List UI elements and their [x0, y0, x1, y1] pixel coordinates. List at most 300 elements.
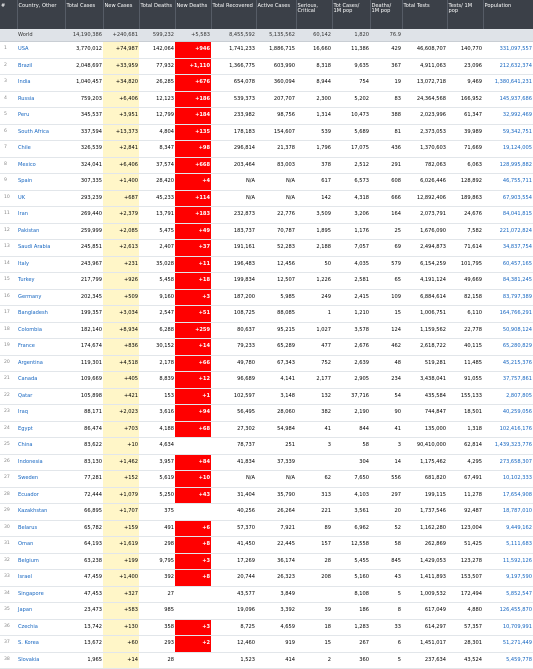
cell-new-deaths: +186 [175, 91, 211, 108]
cell-serious-critical: 2 [296, 652, 332, 669]
cell-tests-per-million: 62,814 [447, 438, 483, 455]
cell-tests-per-million: 67,491 [447, 471, 483, 488]
cell-total-cases: 202,345 [65, 289, 103, 306]
cell-total-deaths: 392 [139, 570, 175, 587]
cell-index: 3 [0, 75, 17, 92]
cell-total-cases: 199,357 [65, 306, 103, 323]
header-serious-critical[interactable]: Serious, Critical [296, 0, 332, 30]
cell-population: 331,097,557 [483, 42, 533, 59]
cell-total-cases: 1,040,457 [65, 75, 103, 92]
cell-total-tests: 2,373,053 [402, 124, 447, 141]
cell-population: 145,937,686 [483, 91, 533, 108]
cell-serious-critical: 208 [296, 570, 332, 587]
cell-active-cases: 154,607 [256, 124, 296, 141]
cell-population: 50,908,124 [483, 322, 533, 339]
cell-serious-critical: 50 [296, 256, 332, 273]
cell-cases-per-million: 1,820 [332, 30, 370, 42]
cell-deaths-per-million: 3 [370, 438, 402, 455]
cell-total-cases: 109,669 [65, 372, 103, 389]
cell-population: 10,709,991 [483, 619, 533, 636]
cell-country[interactable]: Mexico [17, 157, 65, 174]
cell-new-deaths: +2 [175, 636, 211, 653]
table-row [0, 421, 533, 438]
cell-total-cases: 13,672 [65, 636, 103, 653]
cell-country[interactable]: Brazil [17, 58, 65, 75]
cell-new-deaths: +946 [175, 42, 211, 59]
cell-total-tests: 519,281 [402, 355, 447, 372]
cell-active-cases: 83,003 [256, 157, 296, 174]
cell-serious-critical: 60,142 [296, 30, 332, 42]
cell-tests-per-million: 140,770 [447, 42, 483, 59]
cell-total-cases: 83,622 [65, 438, 103, 455]
cell-country[interactable]: Italy [17, 256, 65, 273]
cell-cases-per-million: 5,202 [332, 91, 370, 108]
cell-new-cases: +1,462 [103, 454, 139, 471]
cell-new-deaths: +10 [175, 471, 211, 488]
cell-active-cases: 414 [256, 652, 296, 669]
cell-cases-per-million: 267 [332, 636, 370, 653]
cell-active-cases: 28,060 [256, 405, 296, 422]
cell-country[interactable]: USA [17, 42, 65, 59]
cell-country[interactable]: Turkey [17, 273, 65, 290]
table-row [0, 487, 533, 504]
table-row [0, 355, 533, 372]
cell-cases-per-million: 5,689 [332, 124, 370, 141]
cell-deaths-per-million: 367 [370, 58, 402, 75]
cell-new-cases: +583 [103, 603, 139, 620]
cell-country[interactable]: Argentina [17, 355, 65, 372]
cell-new-deaths [175, 438, 211, 455]
cell-serious-critical: 1 [296, 306, 332, 323]
cell-total-recovered: 539,373 [211, 91, 256, 108]
cell-population: 1,380,641,231 [483, 75, 533, 92]
cell-new-deaths: +1,110 [175, 58, 211, 75]
cell-total-recovered: 102,597 [211, 388, 256, 405]
cell-new-deaths: +4 [175, 174, 211, 191]
cell-total-tests: 237,634 [402, 652, 447, 669]
cell-new-cases: +3,034 [103, 306, 139, 323]
cell-index: 6 [0, 124, 17, 141]
cell-country[interactable]: Oman [17, 537, 65, 554]
cell-serious-critical: 1,226 [296, 273, 332, 290]
cell-population: 32,992,469 [483, 108, 533, 125]
cell-new-deaths [175, 603, 211, 620]
cell-country[interactable]: Ecuador [17, 487, 65, 504]
cell-total-cases: 105,898 [65, 388, 103, 405]
cell-total-recovered: 31,404 [211, 487, 256, 504]
cell-active-cases: 5,135,562 [256, 30, 296, 42]
cell-total-recovered: 20,744 [211, 570, 256, 587]
table-row [0, 42, 533, 59]
cell-total-recovered: 78,737 [211, 438, 256, 455]
cell-population: 11,592,126 [483, 553, 533, 570]
table-row [0, 256, 533, 273]
cell-population: 59,342,751 [483, 124, 533, 141]
header-country[interactable]: Country, Other [17, 0, 65, 30]
cell-total-tests: 1,737,546 [402, 504, 447, 521]
cell-deaths-per-million: 19 [370, 75, 402, 92]
cell-index: 12 [0, 223, 17, 240]
cell-deaths-per-million: 48 [370, 355, 402, 372]
cell-serious-critical: 1,314 [296, 108, 332, 125]
cell-cases-per-million: 4,035 [332, 256, 370, 273]
cell-tests-per-million: 6,110 [447, 306, 483, 323]
cell-country[interactable]: Sweden [17, 471, 65, 488]
cell-population: 273,658,307 [483, 454, 533, 471]
cell-tests-per-million: 82,158 [447, 289, 483, 306]
cell-country[interactable]: Germany [17, 289, 65, 306]
cell-new-deaths: +3 [175, 553, 211, 570]
cell-total-deaths: 45,233 [139, 190, 175, 207]
cell-serious-critical: 2,300 [296, 91, 332, 108]
cell-total-tests: 435,584 [402, 388, 447, 405]
cell-deaths-per-million: 6 [370, 636, 402, 653]
cell-cases-per-million: 37,716 [332, 388, 370, 405]
cell-total-cases: 307,335 [65, 174, 103, 191]
cell-total-recovered: 56,495 [211, 405, 256, 422]
cell-new-cases: +13,373 [103, 124, 139, 141]
cell-new-deaths: +8 [175, 570, 211, 587]
cell-deaths-per-million: 14 [370, 454, 402, 471]
cell-population: 65,280,829 [483, 339, 533, 356]
cell-total-deaths: 28,420 [139, 174, 175, 191]
cell-new-cases: +509 [103, 289, 139, 306]
cell-serious-critical: 477 [296, 339, 332, 356]
cell-deaths-per-million: 69 [370, 240, 402, 257]
cell-population: 60,457,165 [483, 256, 533, 273]
cell-total-deaths: 375 [139, 504, 175, 521]
cell-tests-per-million: 40,115 [447, 339, 483, 356]
cell-index: 18 [0, 322, 17, 339]
table-row [0, 174, 533, 191]
cell-country[interactable]: France [17, 339, 65, 356]
cell-index: 23 [0, 405, 17, 422]
cell-total-tests: 3,438,041 [402, 372, 447, 389]
cell-country[interactable]: Qatar [17, 388, 65, 405]
cell-total-recovered: 49,780 [211, 355, 256, 372]
cell-total-deaths: 6,288 [139, 322, 175, 339]
cell-country[interactable]: Israel [17, 570, 65, 587]
cell-index: 20 [0, 355, 17, 372]
cell-total-tests: 614,297 [402, 619, 447, 636]
cell-total-recovered: 654,078 [211, 75, 256, 92]
cell-new-cases: +327 [103, 586, 139, 603]
table-row [0, 91, 533, 108]
cell-total-cases: 182,140 [65, 322, 103, 339]
cell-country[interactable]: Saudi Arabia [17, 240, 65, 257]
cell-serious-critical: 539 [296, 124, 332, 141]
cell-index: 21 [0, 372, 17, 389]
cell-total-recovered: 80,637 [211, 322, 256, 339]
cell-new-deaths [175, 586, 211, 603]
cell-population: 5,852,547 [483, 586, 533, 603]
cell-new-cases: +703 [103, 421, 139, 438]
cell-index: 1 [0, 42, 17, 59]
cell-total-cases: 2,048,697 [65, 58, 103, 75]
cell-cases-per-million: 844 [332, 421, 370, 438]
cell-total-recovered: N/A [211, 471, 256, 488]
cell-new-deaths: +5,583 [175, 30, 211, 42]
cell-index: 27 [0, 471, 17, 488]
cell-country[interactable]: Singapore [17, 586, 65, 603]
cell-index: 22 [0, 388, 17, 405]
cell-country[interactable]: Egypt [17, 421, 65, 438]
cell-total-tests: 1,451,017 [402, 636, 447, 653]
cell-population: 9,197,590 [483, 570, 533, 587]
cell-population: 2,807,805 [483, 388, 533, 405]
cell-cases-per-million: 7,650 [332, 471, 370, 488]
cell-cases-per-million: 360 [332, 652, 370, 669]
cell-country[interactable]: Spain [17, 174, 65, 191]
cell-total-cases: 13,742 [65, 619, 103, 636]
cell-country[interactable]: China [17, 438, 65, 455]
header-total-recovered[interactable]: Total Recovered [211, 0, 256, 30]
header-cases-per-million[interactable]: Tot Cases/ 1M pop [332, 0, 370, 30]
cell-deaths-per-million: 297 [370, 487, 402, 504]
cell-serious-critical [296, 454, 332, 471]
cell-total-tests: 1,411,893 [402, 570, 447, 587]
cell-tests-per-million: 11,485 [447, 355, 483, 372]
cell-serious-critical: 378 [296, 157, 332, 174]
cell-total-cases: 23,473 [65, 603, 103, 620]
cell-cases-per-million: 6,573 [332, 174, 370, 191]
cell-new-deaths: +183 [175, 207, 211, 224]
table-row [0, 207, 533, 224]
header-deaths-per-million[interactable]: Deaths/ 1M pop [370, 0, 402, 30]
cell-tests-per-million: 128,892 [447, 174, 483, 191]
cell-country[interactable]: Iraq [17, 405, 65, 422]
cell-population: 5,459,778 [483, 652, 533, 669]
cell-population: 9,449,162 [483, 520, 533, 537]
cell-total-tests: 4,911,063 [402, 58, 447, 75]
cell-index: 15 [0, 273, 17, 290]
cell-population [483, 30, 533, 42]
cell-active-cases: 3,148 [256, 388, 296, 405]
cell-active-cases: 98,756 [256, 108, 296, 125]
cell-active-cases: 36,174 [256, 553, 296, 570]
table-row [0, 322, 533, 339]
cell-new-cases: +1,400 [103, 174, 139, 191]
cell-tests-per-million: 18,501 [447, 405, 483, 422]
table-row [0, 636, 533, 653]
cell-deaths-per-million: 20 [370, 504, 402, 521]
cell-new-cases: +199 [103, 553, 139, 570]
cell-new-deaths: +135 [175, 124, 211, 141]
cell-country[interactable]: Chile [17, 141, 65, 158]
cell-serious-critical: 382 [296, 405, 332, 422]
cell-country[interactable]: Peru [17, 108, 65, 125]
cell-total-recovered: 232,873 [211, 207, 256, 224]
cell-country[interactable]: Pakistan [17, 223, 65, 240]
cell-total-tests: 1,009,532 [402, 586, 447, 603]
cell-new-deaths: +51 [175, 306, 211, 323]
cell-new-cases: +1,619 [103, 537, 139, 554]
cell-new-deaths: +3 [175, 619, 211, 636]
table-header [0, 0, 533, 30]
cell-new-cases: +34,820 [103, 75, 139, 92]
cell-total-recovered: 8,455,592 [211, 30, 256, 42]
header-row [0, 0, 533, 30]
cell-total-cases: 259,999 [65, 223, 103, 240]
table-row [0, 553, 533, 570]
cell-total-recovered: 1,741,233 [211, 42, 256, 59]
cell-total-cases: 47,459 [65, 570, 103, 587]
cell-tests-per-million: 23,096 [447, 58, 483, 75]
cell-serious-critical: 221 [296, 504, 332, 521]
cell-country[interactable]: Bangladesh [17, 306, 65, 323]
cell-total-recovered: N/A [211, 174, 256, 191]
cell-country[interactable]: Czechia [17, 619, 65, 636]
cell-serious-critical: 15 [296, 636, 332, 653]
cell-total-deaths: 142,064 [139, 42, 175, 59]
cell-new-cases: +421 [103, 388, 139, 405]
cell-new-cases: +8,934 [103, 322, 139, 339]
cell-total-cases: 269,440 [65, 207, 103, 224]
cell-tests-per-million: 6,063 [447, 157, 483, 174]
table-row [0, 157, 533, 174]
cell-new-deaths: +68 [175, 421, 211, 438]
cell-total-deaths: 4,804 [139, 124, 175, 141]
cell-index: 10 [0, 190, 17, 207]
cell-cases-per-million: 3,578 [332, 322, 370, 339]
cell-serious-critical: 3 [296, 438, 332, 455]
header-index[interactable]: # [0, 0, 17, 30]
cell-active-cases: 207,707 [256, 91, 296, 108]
header-population[interactable]: Population [483, 0, 533, 30]
cell-serious-critical: 2,177 [296, 372, 332, 389]
cell-deaths-per-million: 579 [370, 256, 402, 273]
cell-country[interactable]: India [17, 75, 65, 92]
cell-population: 34,837,754 [483, 240, 533, 257]
cell-total-tests: 2,023,996 [402, 108, 447, 125]
cell-cases-per-million: 754 [332, 75, 370, 92]
cell-country[interactable]: Slovakia [17, 652, 65, 669]
cell-population: 126,455,870 [483, 603, 533, 620]
cell-country[interactable]: Belgium [17, 553, 65, 570]
header-tests-per-million[interactable]: Tests/ 1M pop [447, 0, 483, 30]
cell-index: 33 [0, 570, 17, 587]
cell-total-recovered: 41,834 [211, 454, 256, 471]
cell-total-cases: 47,453 [65, 586, 103, 603]
cell-cases-per-million: 304 [332, 454, 370, 471]
cell-cases-per-million: 5,160 [332, 570, 370, 587]
cell-index: 32 [0, 553, 17, 570]
cell-cases-per-million: 1,283 [332, 619, 370, 636]
cell-country[interactable]: Canada [17, 372, 65, 389]
cell-total-recovered: 178,183 [211, 124, 256, 141]
cell-new-deaths: +14 [175, 339, 211, 356]
cell-new-deaths: +98 [175, 141, 211, 158]
cell-country: World [17, 30, 65, 42]
cell-new-cases: +1,079 [103, 487, 139, 504]
cell-total-recovered: 203,464 [211, 157, 256, 174]
cell-index: 8 [0, 157, 17, 174]
cell-country[interactable]: Russia [17, 91, 65, 108]
cell-population: 102,416,176 [483, 421, 533, 438]
cell-country[interactable]: Japan [17, 603, 65, 620]
cell-index [0, 30, 17, 42]
cell-total-recovered: 96,689 [211, 372, 256, 389]
cell-total-deaths: 8,347 [139, 141, 175, 158]
cell-country[interactable]: Belarus [17, 520, 65, 537]
cell-total-deaths: 12,799 [139, 108, 175, 125]
cell-new-cases: +33,959 [103, 58, 139, 75]
cell-index: 34 [0, 586, 17, 603]
cell-total-tests: 1,162,280 [402, 520, 447, 537]
header-new-deaths[interactable]: New Deaths [175, 0, 211, 30]
table-row [0, 289, 533, 306]
cell-new-deaths: +184 [175, 108, 211, 125]
cell-cases-per-million: 12,558 [332, 537, 370, 554]
cell-new-cases: +2,023 [103, 405, 139, 422]
cell-total-cases: 72,444 [65, 487, 103, 504]
cell-total-tests: 6,026,446 [402, 174, 447, 191]
cell-total-deaths: 27 [139, 586, 175, 603]
cell-total-deaths: 2,547 [139, 306, 175, 323]
cell-active-cases: 65,289 [256, 339, 296, 356]
header-total-cases[interactable]: Total Cases [65, 0, 103, 30]
cell-total-recovered: 191,161 [211, 240, 256, 257]
cell-new-deaths: +84 [175, 454, 211, 471]
cell-country[interactable]: Indonesia [17, 454, 65, 471]
cell-new-cases: +2,379 [103, 207, 139, 224]
cell-population: 164,766,291 [483, 306, 533, 323]
cell-deaths-per-million: 5 [370, 586, 402, 603]
table-row [0, 504, 533, 521]
cell-active-cases: 22,776 [256, 207, 296, 224]
header-total-deaths[interactable]: Total Deaths [139, 0, 175, 30]
cell-new-deaths: +49 [175, 223, 211, 240]
cell-total-recovered: 19,096 [211, 603, 256, 620]
cell-population: 221,072,824 [483, 223, 533, 240]
cell-country[interactable]: Iran [17, 207, 65, 224]
cell-index: 28 [0, 487, 17, 504]
cell-country[interactable]: UK [17, 190, 65, 207]
cell-active-cases: 3,392 [256, 603, 296, 620]
cell-index: 26 [0, 454, 17, 471]
cell-country[interactable]: S. Korea [17, 636, 65, 653]
cell-new-cases: +2,613 [103, 240, 139, 257]
cell-total-deaths: 5,250 [139, 487, 175, 504]
cell-cases-per-million: 2,905 [332, 372, 370, 389]
cell-new-deaths: +43 [175, 487, 211, 504]
cell-new-cases: +4,518 [103, 355, 139, 372]
header-active-cases[interactable]: Active Cases [256, 0, 296, 30]
cell-country[interactable]: Kazakhstan [17, 504, 65, 521]
cell-total-recovered: 40,256 [211, 504, 256, 521]
cell-active-cases: 360,094 [256, 75, 296, 92]
cell-new-deaths: +66 [175, 355, 211, 372]
cell-total-recovered: 12,460 [211, 636, 256, 653]
cell-serious-critical: 8,318 [296, 58, 332, 75]
cell-cases-per-million: 1,176 [332, 223, 370, 240]
cell-new-deaths [175, 652, 211, 669]
cell-total-tests: 13,072,718 [402, 75, 447, 92]
cell-country[interactable]: South Africa [17, 124, 65, 141]
cell-total-cases: 293,239 [65, 190, 103, 207]
cell-total-cases: 119,301 [65, 355, 103, 372]
cell-tests-per-million: 43,524 [447, 652, 483, 669]
table-body [0, 30, 533, 669]
cell-total-cases: 245,851 [65, 240, 103, 257]
cell-index: 14 [0, 256, 17, 273]
cell-country[interactable]: Colombia [17, 322, 65, 339]
table-row [0, 471, 533, 488]
header-new-cases[interactable]: New Cases [103, 0, 139, 30]
header-total-tests[interactable]: Total Tests [402, 0, 447, 30]
cell-total-deaths: 5,458 [139, 273, 175, 290]
cell-total-tests: 1,159,562 [402, 322, 447, 339]
